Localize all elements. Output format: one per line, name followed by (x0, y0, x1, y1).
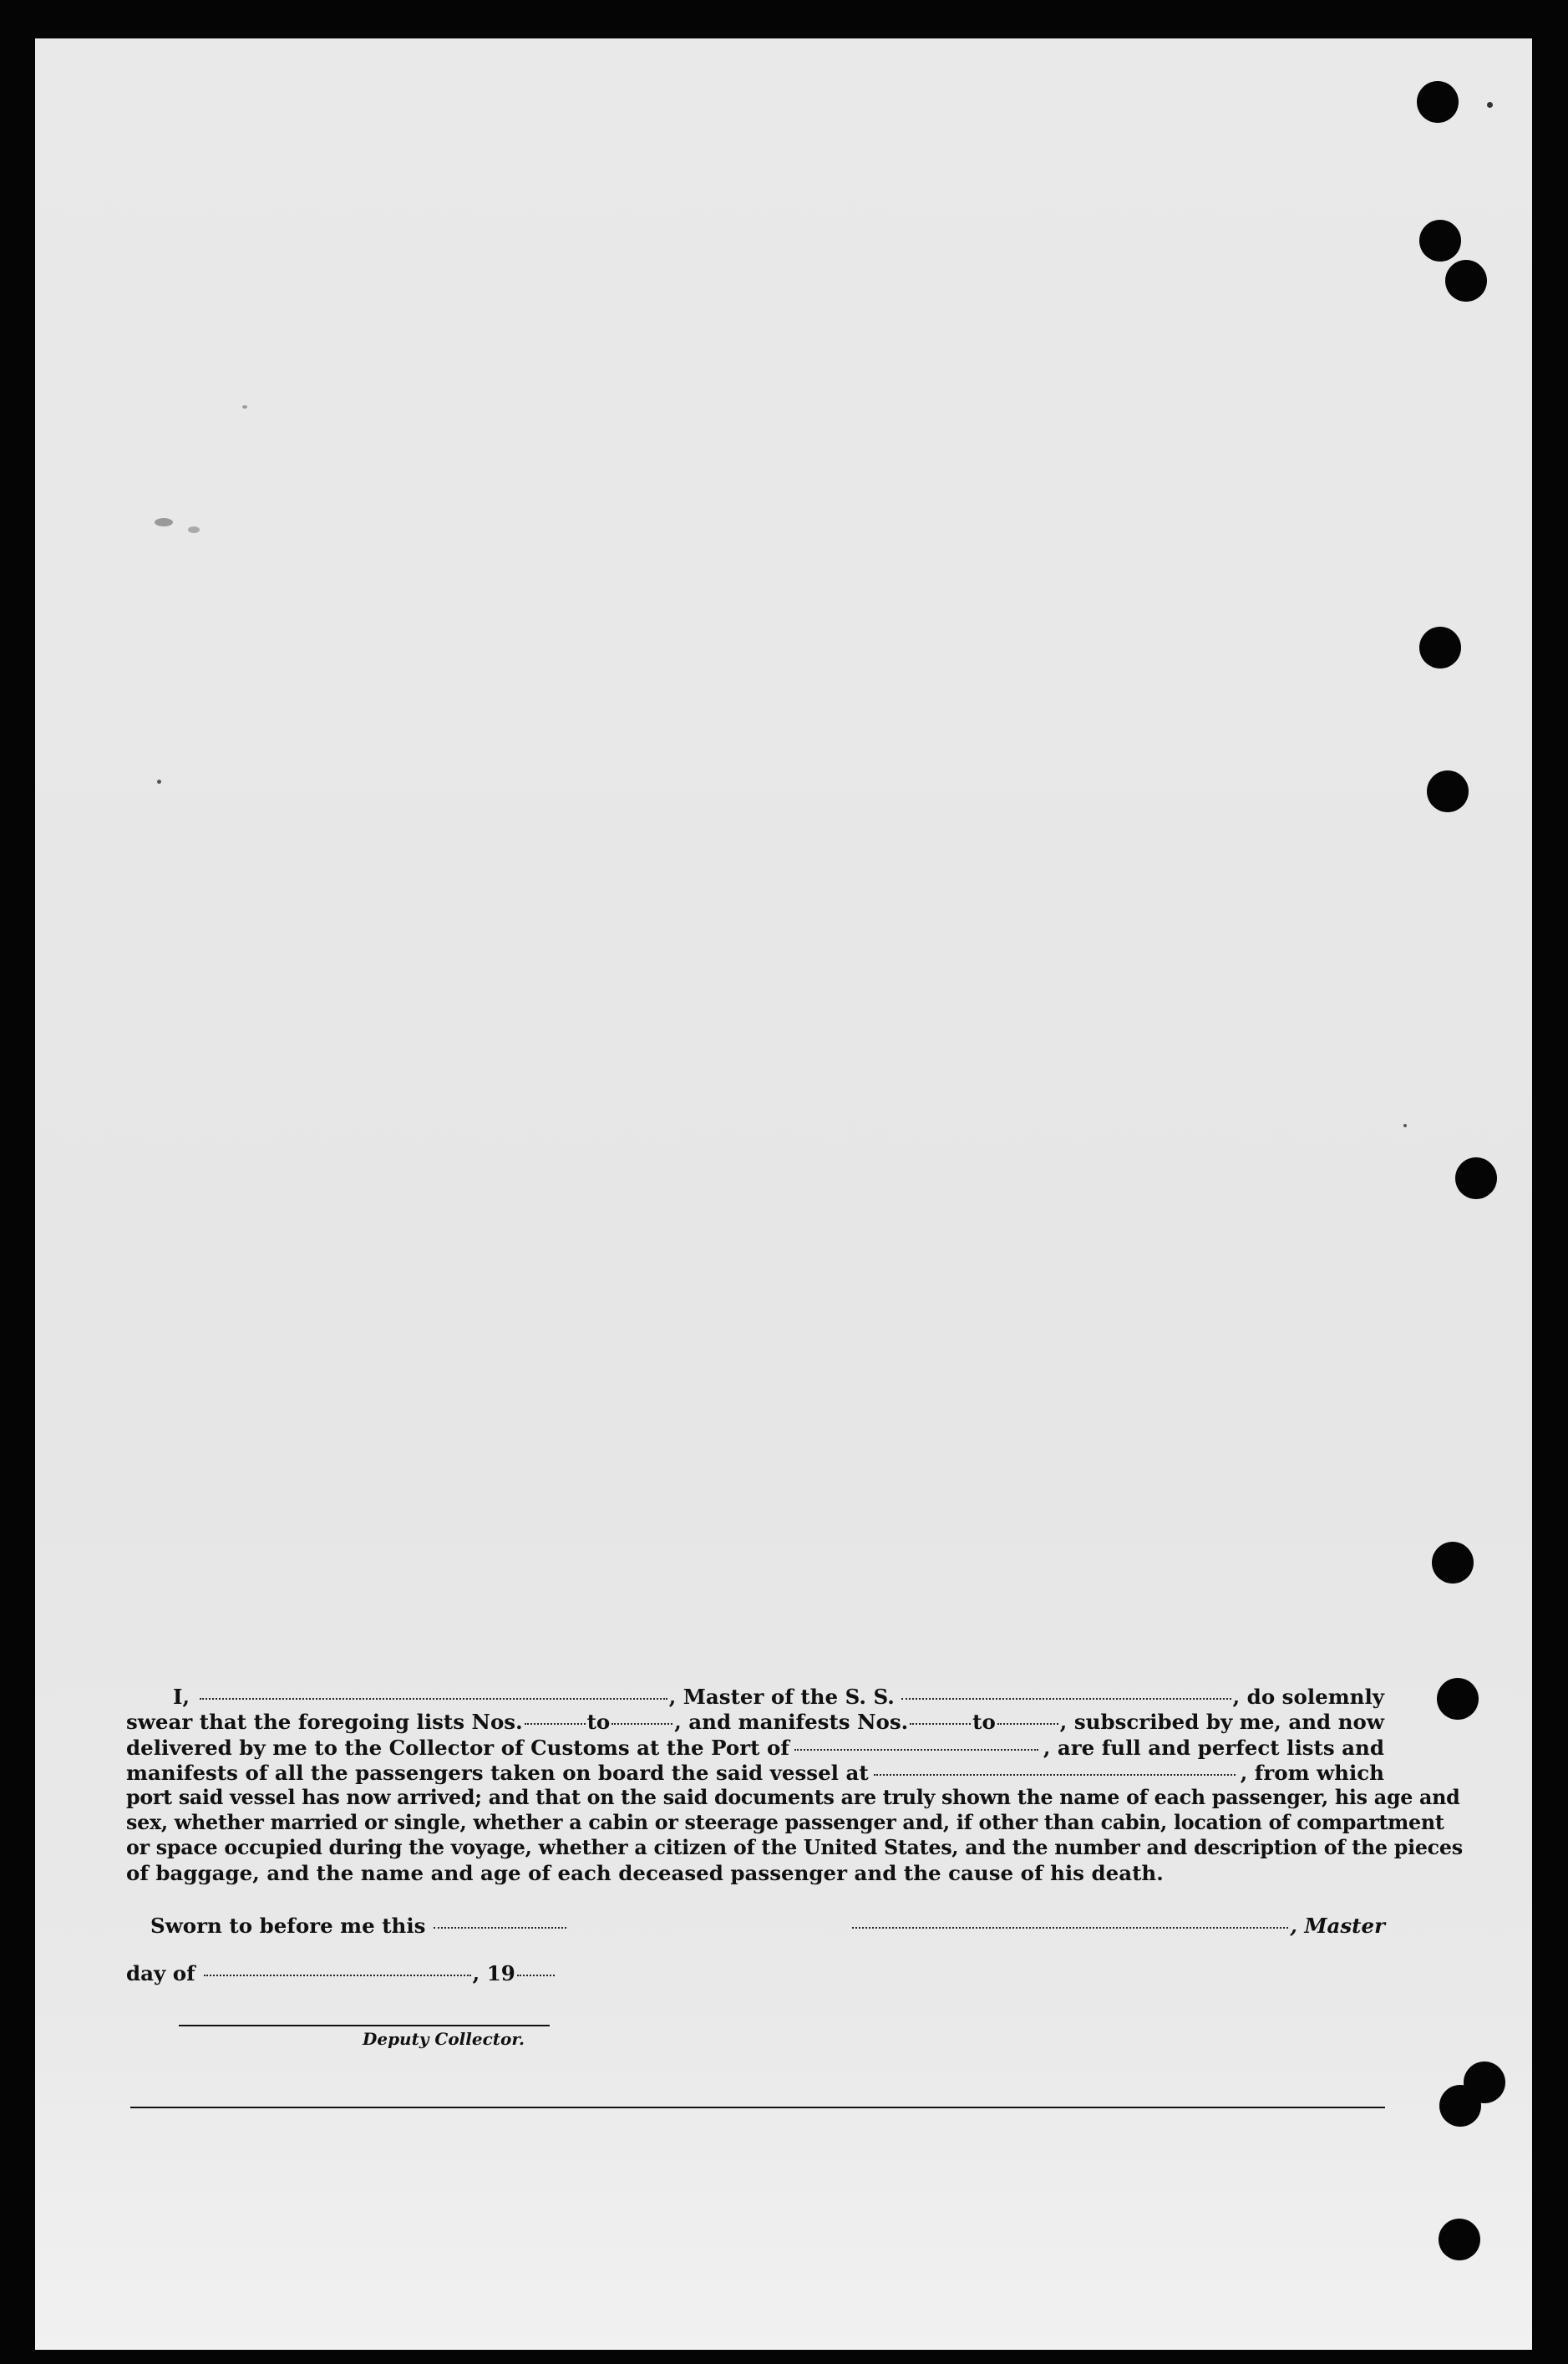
punch-hole (1432, 1542, 1474, 1584)
manifest-from-blank (910, 1723, 971, 1725)
paper-speck (1403, 1124, 1407, 1127)
paper-speck (188, 526, 200, 533)
month-blank (204, 1975, 471, 1976)
punch-hole (1445, 260, 1487, 302)
paper-speck (242, 405, 247, 409)
year-blank (517, 1975, 555, 1976)
oath-line-2: swear that the foregoing lists Nos. to , and manifests Nos. to , subscribed by me, and now (126, 1710, 1384, 1734)
document-page (35, 38, 1532, 2350)
paper-speck (1487, 102, 1493, 108)
punch-hole (1437, 1678, 1479, 1720)
oath-line-4: manifests of all the passengers taken on board the said vessel at , from which (126, 1761, 1384, 1785)
punch-hole (1417, 81, 1459, 123)
punch-hole (1439, 2085, 1481, 2127)
departure-port-blank (874, 1774, 1236, 1776)
list-to-blank (611, 1723, 672, 1725)
punch-hole (1455, 1157, 1497, 1199)
oath-line-1: I, , Master of the S. S. , do solemnly (173, 1685, 1384, 1709)
master-signature-blank (852, 1927, 1288, 1929)
sworn-day-blank (434, 1927, 566, 1929)
manifest-to-blank (997, 1723, 1058, 1725)
oath-line-5: port said vessel has now arrived; and that on the said documents are truly shown the name of each passenger, his age and (126, 1786, 1460, 1809)
paper-speck (155, 518, 173, 526)
paper-speck (157, 780, 161, 784)
bottom-rule (130, 2107, 1385, 2108)
deputy-collector-label: Deputy Collector. (363, 2029, 525, 2049)
list-from-blank (525, 1723, 586, 1725)
oath-line-7: or space occupied during the voyage, whether a citizen of the United States, and the number and description of the pieces (126, 1836, 1463, 1859)
oath-line-3: delivered by me to the Collector of Customs at the Port of , are full and perfect lists and (126, 1736, 1384, 1760)
master-name-blank (200, 1698, 667, 1700)
sworn-line: Sworn to before me this (150, 1914, 568, 1939)
punch-hole (1419, 627, 1461, 669)
oath-line-8: of baggage, and the name and age of each deceased passenger and the cause of his death. (126, 1861, 1164, 1885)
deputy-signature-line (179, 2025, 550, 2026)
vessel-name-blank (901, 1698, 1231, 1700)
punch-hole (1419, 220, 1461, 262)
oath-line-6: sex, whether married or single, whether a cabin or steerage passenger and, if other than cabin, location of compartment (126, 1811, 1444, 1834)
punch-hole (1427, 770, 1469, 812)
master-signature-line: , Master (850, 1914, 1385, 1939)
day-of-line: day of , 19 (126, 1961, 594, 1986)
punch-hole (1439, 2219, 1480, 2260)
port-blank (794, 1749, 1038, 1751)
